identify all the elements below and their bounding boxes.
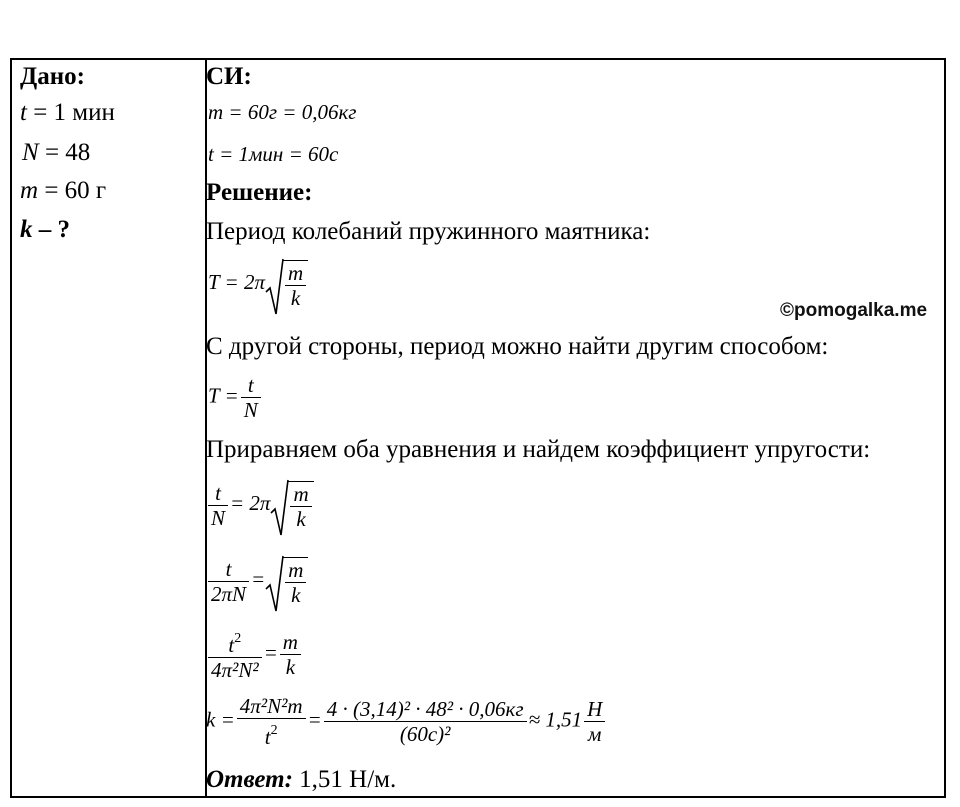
formula2-lhs: T = xyxy=(208,383,239,408)
si-header: СИ: xyxy=(206,63,252,90)
formula4-num1: t xyxy=(208,557,249,582)
si-mass-conversion: m = 60г = 0,06кг xyxy=(208,100,357,124)
given-var-n: N xyxy=(22,139,39,166)
formula-simplified xyxy=(206,555,308,607)
formula1-den: k xyxy=(290,286,301,310)
column-divider xyxy=(205,60,207,796)
solution-text-equate: Приравняем оба уравнения и найдем коэффициент упругости: xyxy=(206,436,871,463)
given-unknown-mark: – ? xyxy=(32,216,70,243)
given-var-t: t xyxy=(20,99,27,126)
formula6-den1: t xyxy=(264,725,271,749)
watermark: ©pomogalka.me xyxy=(780,300,928,321)
formula6-den2: (60с)² xyxy=(399,722,451,746)
sqrt-sign-1 xyxy=(265,258,308,310)
given-value-t: = 1 мин xyxy=(26,99,115,126)
given-line-count xyxy=(22,138,90,168)
formula3-num2: m xyxy=(290,482,311,507)
given-line-unknown xyxy=(20,215,70,245)
formula6-den1-exp: 2 xyxy=(270,723,278,738)
formula6-eq: = xyxy=(307,707,322,732)
formula3-den1: N xyxy=(211,505,226,530)
solution-text-other-way: С другой стороны, период можно найти другим способом: xyxy=(206,333,829,360)
formula1-lhs: T = 2π xyxy=(208,269,265,294)
formula2-num: t xyxy=(241,373,261,398)
given-value-m: = 60 г xyxy=(38,177,107,204)
formula6-unit-num: Н xyxy=(584,697,605,722)
given-header: Дано: xyxy=(20,63,85,90)
formula5-num2: m xyxy=(280,630,301,655)
formula4-den2: k xyxy=(291,583,301,607)
given-line-mass xyxy=(20,176,106,206)
sqrt-sign-4 xyxy=(265,555,308,607)
sqrt-sign-3 xyxy=(270,479,313,531)
formula-equate xyxy=(206,479,314,531)
formula3-num1: t xyxy=(208,481,228,506)
formula5-num1-exp: 2 xyxy=(234,631,242,646)
formula2-den: N xyxy=(243,398,258,422)
formula4-den1: 2πN xyxy=(211,581,247,606)
formula5-den2: k xyxy=(285,655,296,679)
formula6-num1: 4π²N²m xyxy=(237,694,306,719)
formula6-approx: ≈ 1,51 xyxy=(528,707,583,732)
si-time-conversion: t = 1мин = 60с xyxy=(208,142,339,166)
formula6-unit-den: м xyxy=(587,722,602,746)
given-var-m: m xyxy=(20,177,39,204)
formula3-den2: k xyxy=(296,507,306,531)
solution-text-spring-period: Период колебаний пружинного маятника: xyxy=(206,218,651,245)
formula-spring-period xyxy=(208,258,308,310)
formula1-num: m xyxy=(285,261,306,286)
formula-result xyxy=(206,694,607,749)
formula5-mid: = xyxy=(263,640,278,665)
solution-table xyxy=(10,58,946,798)
formula4-num2: m xyxy=(285,558,306,583)
formula4-mid: = xyxy=(251,566,266,591)
given-line-time xyxy=(20,98,115,128)
answer-line xyxy=(206,765,396,795)
answer-value: 1,51 Н/м. xyxy=(292,766,397,793)
solution-header: Решение: xyxy=(206,179,313,206)
formula6-lhs: k = xyxy=(206,707,235,732)
formula6-num2: 4 · (3,14)² · 48² · 0,06кг xyxy=(324,697,527,722)
formula5-den1: 4π²N² xyxy=(211,658,259,682)
answer-label: Ответ: xyxy=(206,766,293,793)
formula-period-count xyxy=(208,373,263,422)
formula-squared xyxy=(206,627,303,682)
given-var-k: k xyxy=(20,216,33,243)
given-value-n: = 48 xyxy=(38,139,91,166)
formula3-mid: = 2π xyxy=(230,490,271,515)
formula5-num1: t xyxy=(228,633,235,657)
